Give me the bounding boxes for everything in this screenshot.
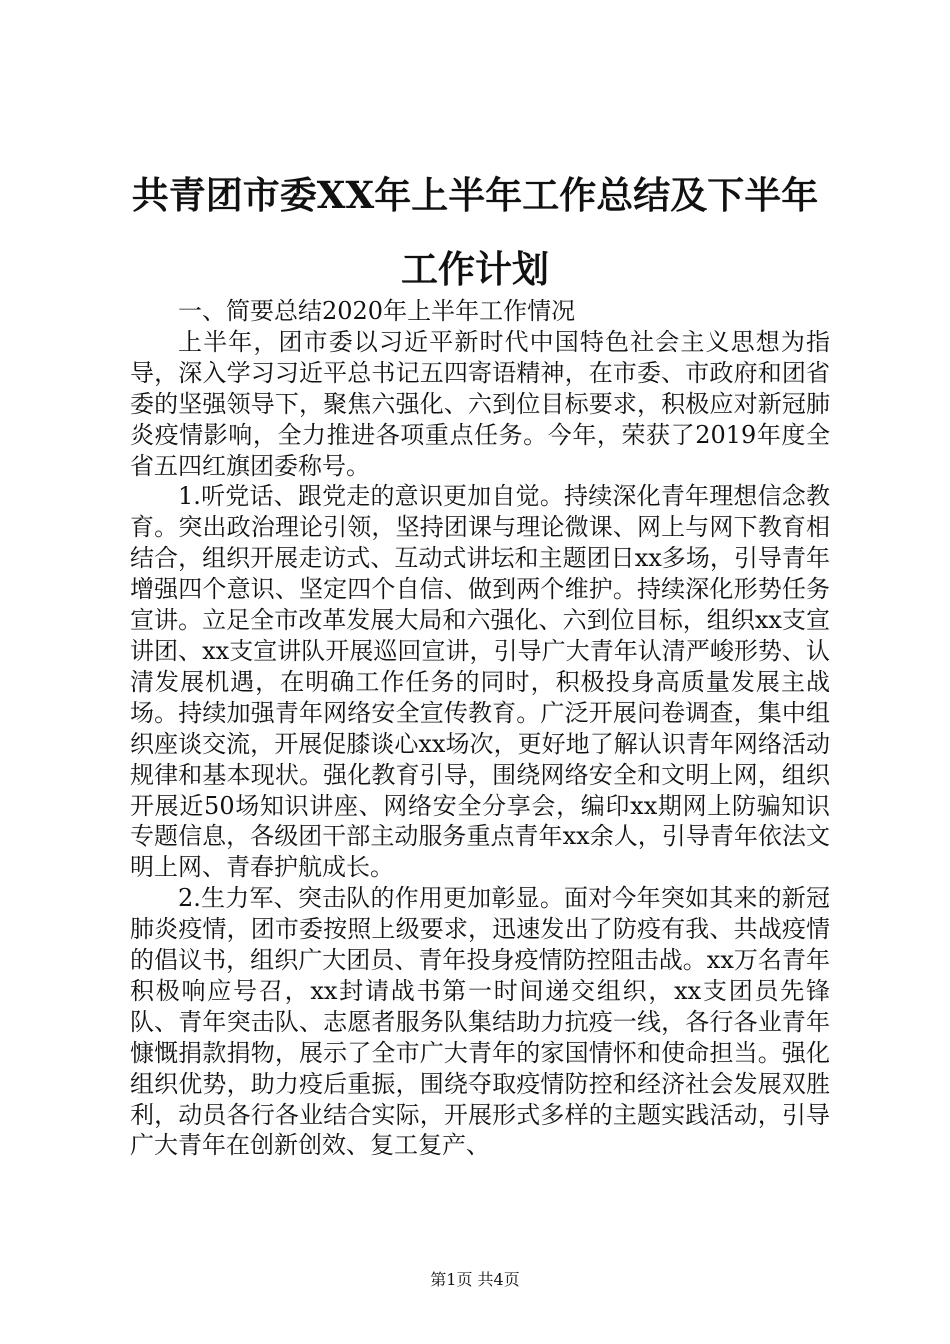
paragraph: 2.生力军、突击队的作用更加彰显。面对今年突如其来的新冠肺炎疫情，团市委按照上级要求，迅速发出了防疫有我、共战疫情的倡议书，组织广大团员、青年投身疫情防控阻击战。xx万名青年积极响应号召，xx封请战书第一时间递交组织，xx支团员先锋队、青年突击队、志愿者服务队集结助力抗疫一线，各行各业青年慷慨捐款捐物，展示了全市广大青年的家国情怀和使命担当。强化组织优势，助力疫后重振，围绕夺取疫情防控和经济社会发展双胜利，动员各行各业结合实际，开展形式多样的主题实践活动，引导广大青年在创新创效、复工复产、 xyxy=(130,884,830,1160)
paragraph: 上半年，团市委以习近平新时代中国特色社会主义思想为指导，深入学习习近平总书记五四寄语精神，在市委、市政府和团省委的坚强领导下，聚焦六强化、六到位目标要求，积极应对新冠肺炎疫情影响，全力推进各项重点任务。今年，荣获了2019年度全省五四红旗团委称号。 xyxy=(130,327,830,480)
page-number-footer: 第1页 共4页 xyxy=(430,1270,520,1289)
section-heading: 一、简要总结2020年上半年工作情况 xyxy=(178,297,576,325)
document-body xyxy=(130,296,830,1161)
document-title: 共青团市委XX年上半年工作总结及下半年工作计划 xyxy=(131,173,819,291)
paragraph: 1.听党话、跟党走的意识更加自觉。持续深化青年理想信念教育。突出政治理论引领，坚持团课与理论微课、网上与网下教育相结合，组织开展走访式、互动式讲坛和主题团日xx多场，引导青年增强四个意识、坚定四个自信、做到两个维护。持续深化形势任务宣讲。立足全市改革发展大局和六强化、六到位目标，组织xx支宣讲团、xx支宣讲队开展巡回宣讲，引导广大青年认清严峻形势、认清发展机遇，在明确工作任务的同时，积极投身高质量发展主战场。持续加强青年网络安全宣传教育。广泛开展问卷调查，集中组织座谈交流，开展促膝谈心xx场次，更好地了解认识青年网络活动规律和基本现状。强化教育引导，围绕网络安全和文明上网，组织开展近50场知识讲座、网络安全分享会，编印xx期网上防骗知识专题信息，各级团干部主动服务重点青年xx余人，引导青年依法文明上网、青春护航成长。 xyxy=(130,482,830,882)
